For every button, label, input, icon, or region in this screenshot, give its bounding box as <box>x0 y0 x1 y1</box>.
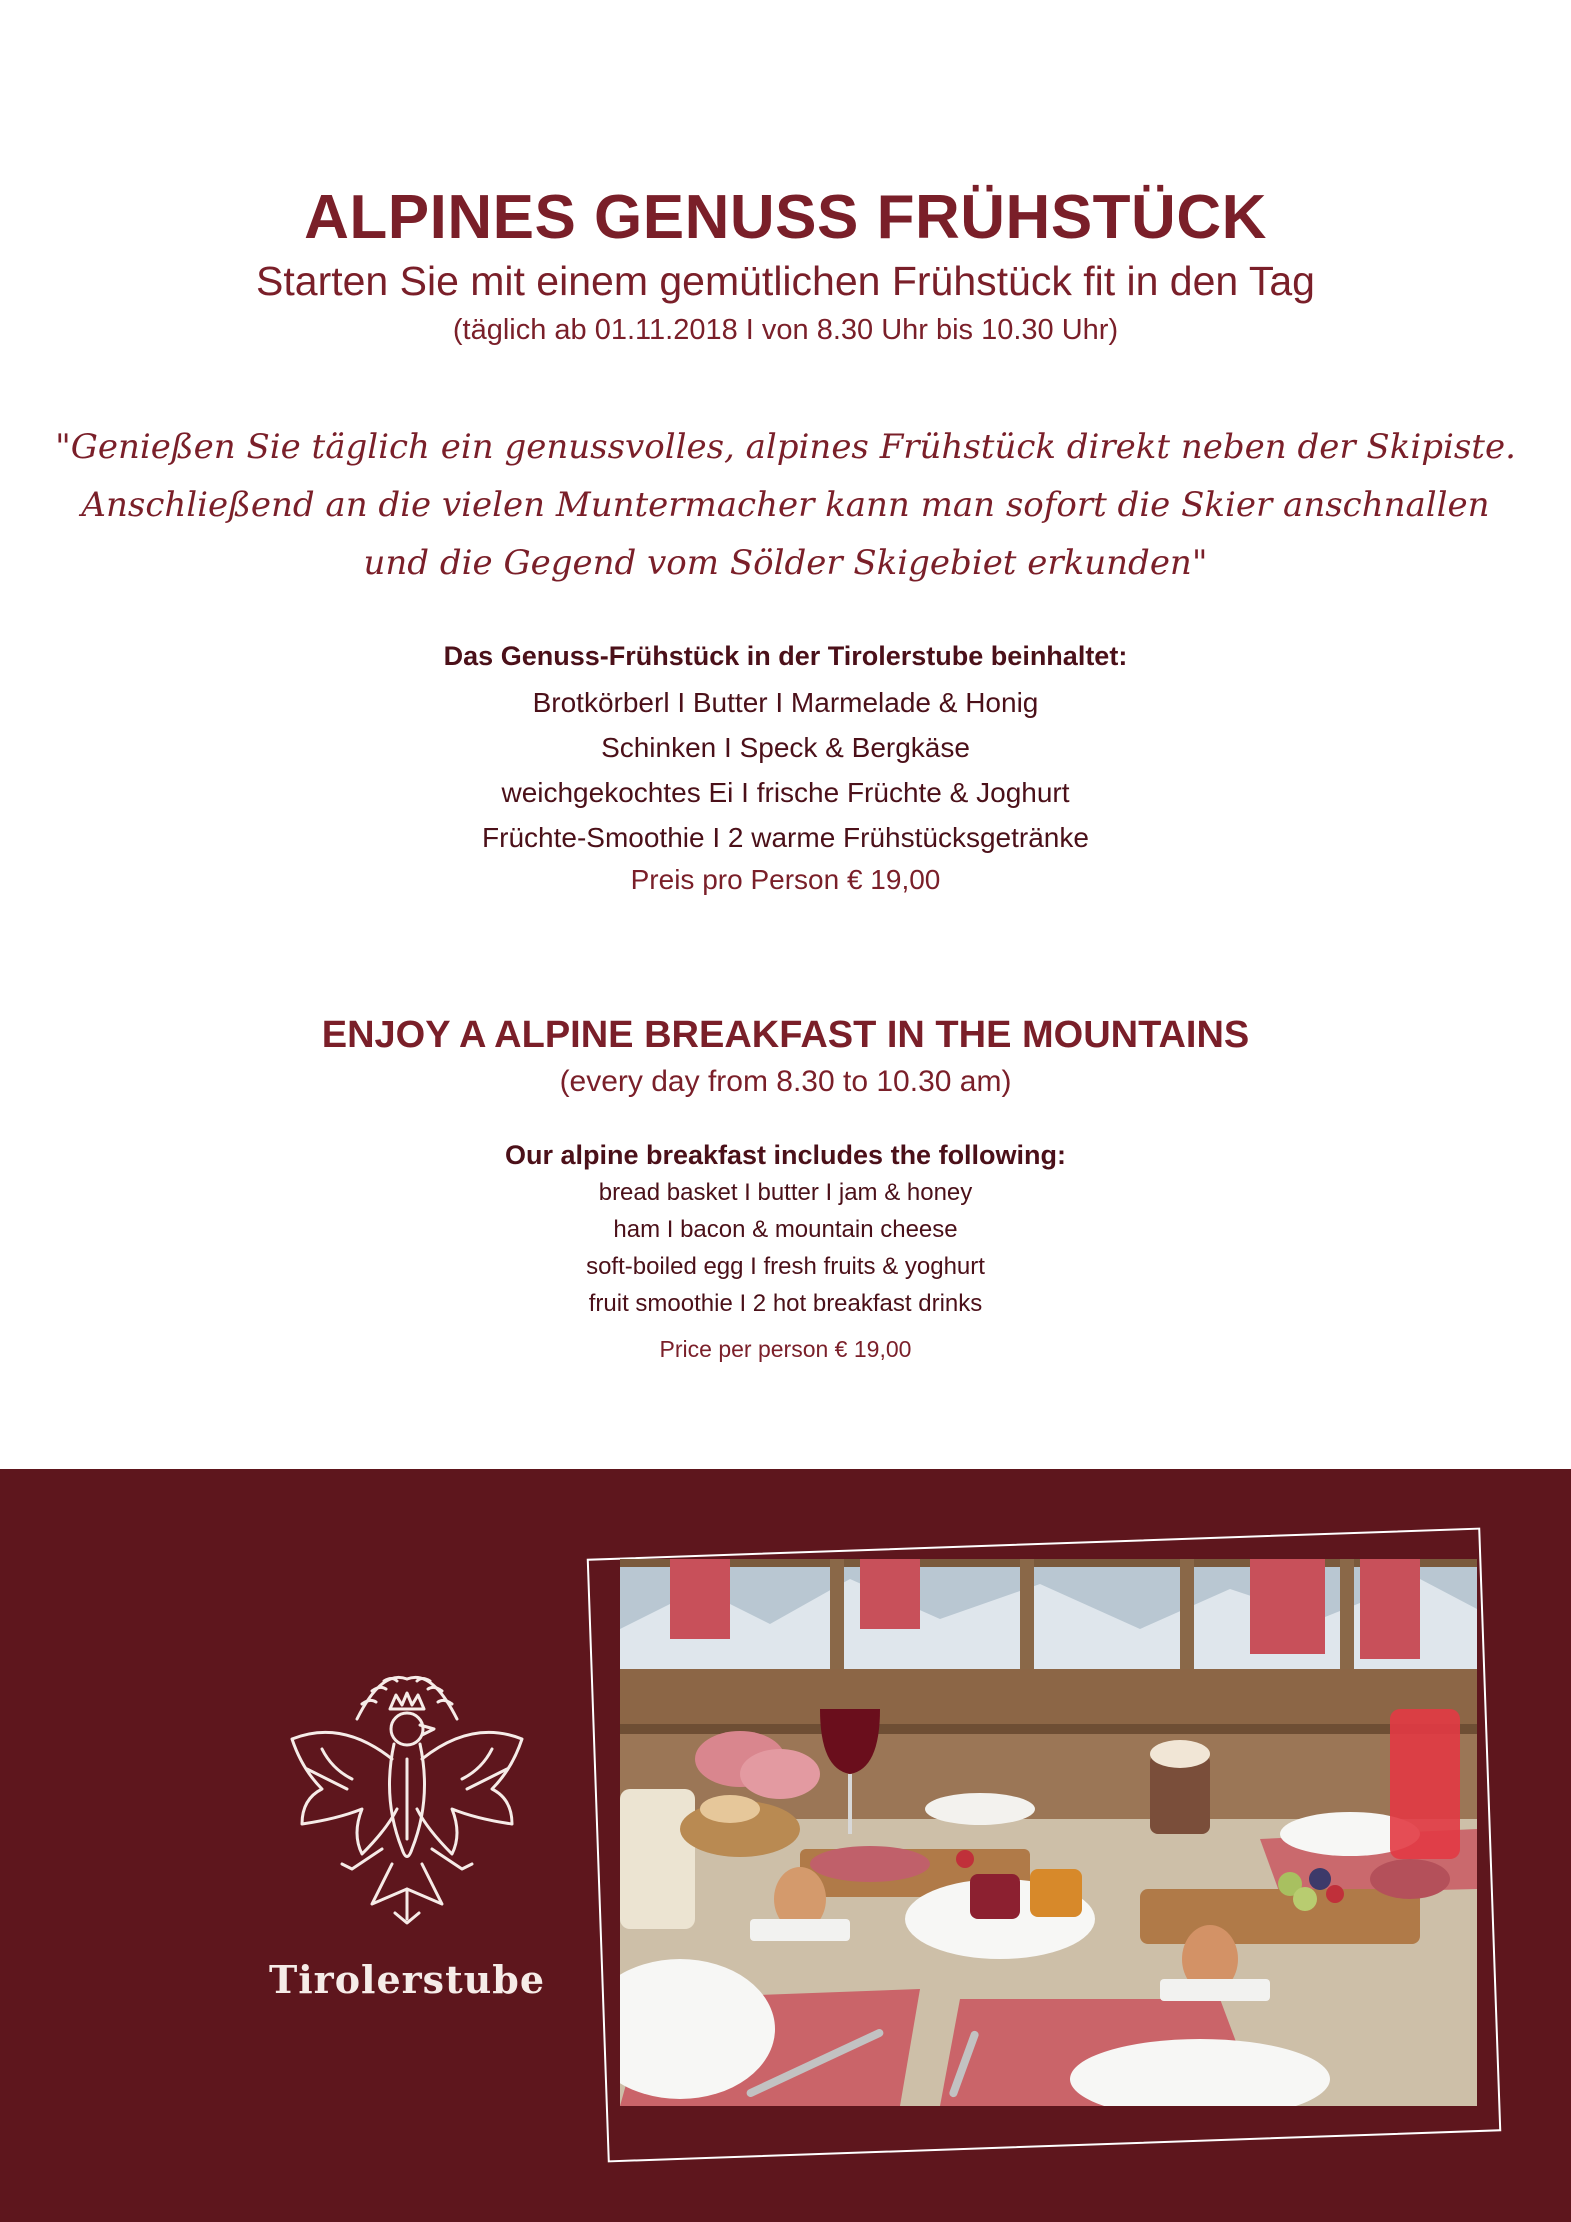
quote-line: Anschließend an die vielen Muntermacher kann man sofort die Skier anschnallen <box>81 485 1490 525</box>
list-item: ham I bacon & mountain cheese <box>613 1216 958 1243</box>
price-label: Preis pro Person € 19,00 <box>630 864 941 895</box>
quote-line: und die Gegend vom Sölder Skigebiet erkunden" <box>363 543 1208 583</box>
breakfast-items-list <box>0 680 1571 860</box>
english-items-list <box>0 1174 1571 1322</box>
quote-line: "Genießen Sie täglich ein genussvolles, alpines Frühstück direkt neben der Skipiste. <box>55 427 1516 467</box>
list-item: bread basket I butter I jam & honey <box>598 1179 973 1206</box>
english-title: ENJOY A ALPINE BREAKFAST IN THE MOUNTAINS <box>321 1014 1250 1056</box>
list-item: weichgekochtes Ei I frische Früchte & Joghurt <box>501 777 1070 808</box>
tirolerstube-logo <box>262 1649 552 2002</box>
page-title: ALPINES GENUSS FRÜHSTÜCK <box>304 183 1267 252</box>
breakfast-table-photo <box>620 1559 1477 2106</box>
opening-hours: (täglich ab 01.11.2018 I von 8.30 Uhr bis 10.30 Uhr) <box>452 314 1119 346</box>
breakfast-scene-image <box>620 1559 1477 2106</box>
list-item: Schinken I Speck & Bergkäse <box>601 732 970 763</box>
footer-band <box>0 1469 1571 2222</box>
tyrolean-eagle-icon <box>262 1649 552 1949</box>
english-includes-heading: Our alpine breakfast includes the following: <box>504 1140 1067 1170</box>
list-item: Früchte-Smoothie I 2 warme Frühstücksgetränke <box>482 822 1089 853</box>
page-subtitle: Starten Sie mit einem gemütlichen Frühstück fit in den Tag <box>256 258 1315 304</box>
list-item: fruit smoothie I 2 hot breakfast drinks <box>588 1290 983 1317</box>
english-price-label: Price per person € 19,00 <box>659 1336 912 1362</box>
list-item: Brotkörberl I Butter I Marmelade & Honig <box>532 687 1039 718</box>
list-item: soft-boiled egg I fresh fruits & yoghurt <box>586 1253 985 1280</box>
logo-text: Tirolerstube <box>268 1957 546 2002</box>
english-hours: (every day from 8.30 to 10.30 am) <box>559 1065 1012 1098</box>
quote-block <box>0 418 1571 592</box>
includes-heading: Das Genuss-Frühstück in der Tirolerstube beinhaltet: <box>443 641 1128 671</box>
